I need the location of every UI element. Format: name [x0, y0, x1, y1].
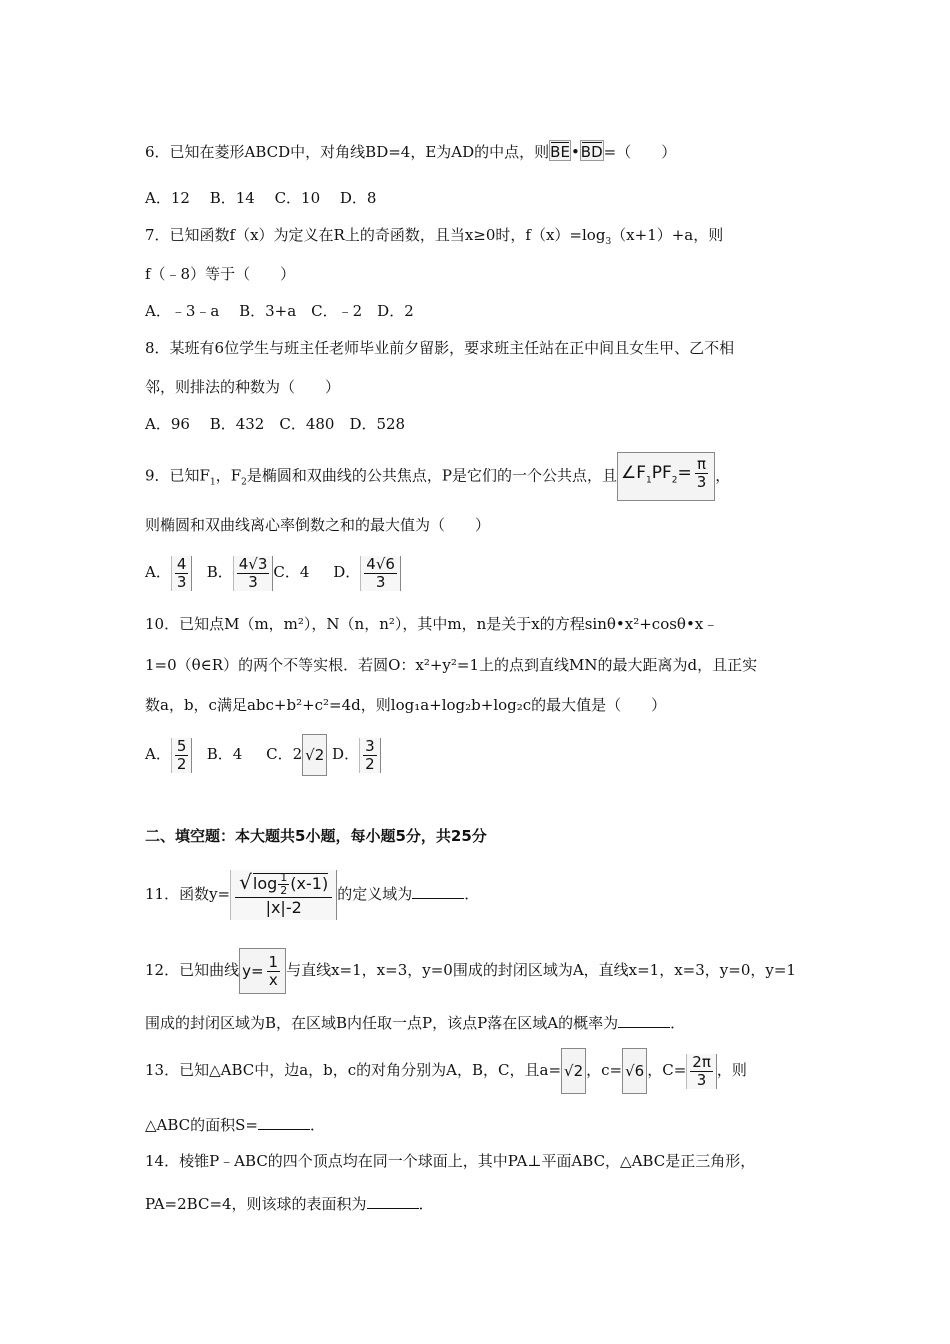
q13-mid1: ，c=: [586, 1061, 623, 1079]
question-7-line2: f（﹣8）等于（ ）: [145, 265, 296, 283]
q6-text: 6．已知在菱形ABCD中，对角线BD=4，E为AD的中点，则: [145, 143, 550, 161]
q9-opt-c: C．4: [273, 563, 310, 581]
question-11: [145, 856, 479, 932]
answer-blank: [258, 1129, 310, 1130]
q13-pre: 13．已知△ABC中，边a，b，c的对角分别为A，B，C，且a=: [145, 1061, 562, 1079]
q12-formula: [239, 948, 286, 994]
log-base-num: 1: [280, 871, 288, 884]
question-10-line3: 数a，b，c满足abc+b²+c²=4d，则log₁a+log₂b+log₂c的最大值是（ ）: [145, 696, 667, 714]
q6-tail: =（ ）: [603, 143, 677, 161]
q14-line2-text: PA=2BC=4，则该球的表面积为: [145, 1195, 367, 1213]
q9-sub2: 2: [241, 477, 247, 488]
q9-opt-a: A．: [145, 563, 171, 581]
q14-end: ．: [418, 1195, 434, 1213]
frac-den: 2: [176, 754, 187, 773]
pi-num: π: [696, 454, 707, 473]
angle-sym: ∠F: [620, 463, 646, 483]
log-base: [277, 872, 290, 897]
frac-den: 3: [248, 572, 258, 591]
frac-num: 4√3: [238, 554, 268, 573]
q9-opt-b: B．: [206, 563, 233, 581]
q8-options: A．96 B．432 C．480 D．528: [145, 415, 406, 433]
q10-options: [145, 734, 381, 776]
q7-log-base: 3: [605, 237, 612, 247]
log-arg: (x-1): [290, 874, 329, 893]
q7-options: A．﹣3﹣a B．3+a C．﹣2 D．2: [145, 302, 414, 320]
q10-opt-c: C．2: [266, 745, 303, 763]
question-6: [145, 140, 676, 162]
q13-mid2: ，C=: [647, 1061, 687, 1079]
question-12-line1: [145, 948, 796, 994]
answer-blank: [412, 898, 464, 899]
question-14-line2: [145, 1194, 434, 1214]
frac-4sqrt3-3: [233, 556, 274, 591]
log-base-den: 2: [280, 884, 288, 897]
frac-num: 1: [268, 953, 279, 971]
answer-blank: [618, 1027, 670, 1028]
q13-post: ，则: [716, 1061, 747, 1079]
frac-den: 3: [375, 572, 386, 591]
question-8-line1: 8．某班有6位学生与班主任老师毕业前夕留影，要求班主任站在正中间且女生甲、乙不相: [145, 339, 735, 357]
frac-4-3: [171, 556, 193, 591]
q9-comma: ，: [715, 466, 731, 485]
sqrt-2: √2: [302, 734, 327, 776]
sqrt-6: √6: [622, 1048, 647, 1094]
question-8-line2: 邻，则排法的种数为（ ）: [145, 378, 341, 396]
q11-post: 的定义域为: [337, 885, 413, 903]
pi-den: 3: [696, 472, 707, 491]
frac-num: 4√6: [366, 554, 395, 573]
q6-options: A．12 B．14 C．10 D．8: [145, 189, 377, 207]
frac-4sqrt6-3: [360, 556, 401, 591]
q9-text-b: ，F: [215, 466, 242, 485]
q13-line2-text: △ABC的面积S=: [145, 1116, 258, 1134]
q10-opt-b: B．4: [206, 745, 243, 763]
frac-2pi-3: [686, 1054, 717, 1089]
q11-end: ．: [464, 885, 480, 903]
frac-num: 2π: [692, 1052, 711, 1071]
vector-bd: BD: [580, 140, 604, 161]
q9-text-a: 9．已知F: [145, 466, 210, 485]
frac-3-2: [359, 738, 381, 773]
q12-y: y=: [242, 962, 264, 980]
q11-pre: 11．函数y=: [145, 885, 231, 903]
frac-5-2: [171, 738, 193, 773]
question-10-line2: 1=0（θ∈R）的两个不等实根．若圆O：x²+y²=1上的点到直线MN的最大距离为d，且正实: [145, 656, 758, 674]
frac-num: 3: [365, 736, 375, 755]
frac-den: 3: [176, 572, 187, 591]
question-12-line2: [145, 1013, 685, 1033]
question-7-line1: [145, 225, 723, 252]
frac-den: 2: [365, 754, 375, 773]
frac-1-x: [264, 954, 284, 989]
q10-opt-a: A．: [145, 745, 171, 763]
q9-options: [145, 552, 401, 592]
log-text: log: [252, 874, 278, 893]
q9-opt-d: D．: [333, 563, 361, 581]
q7-text: 7．已知函数f（x）为定义在R上的奇函数，且当x≥0时，f（x）=log: [145, 226, 606, 244]
question-13-line1: [145, 1048, 747, 1094]
angle-sub1: 1: [645, 475, 652, 486]
angle-formula: [617, 452, 715, 501]
question-9-line2: 则椭圆和双曲线离心率倒数之和的最大值为（ ）: [145, 516, 491, 534]
angle-mid: PF: [651, 463, 672, 483]
sqrt-2: √2: [561, 1048, 586, 1094]
q13-end: ．: [310, 1116, 326, 1134]
question-9-line1: [145, 452, 730, 501]
frac-num: 5: [176, 736, 187, 755]
section-heading-fill-in: 二、填空题：本大题共5小题，每小题5分，共25分: [145, 827, 487, 845]
question-10-line1: 10．已知点M（m，m²），N（n，n²），其中m，n是关于x的方程sinθ•x²+cosθ•x﹣: [145, 615, 719, 633]
angle-sub2: 2: [671, 475, 678, 486]
pi-over-3: [692, 456, 712, 491]
answer-blank: [367, 1208, 419, 1209]
q10-opt-d: D．: [332, 745, 360, 763]
q12-line2-text: 围成的封闭区域为B，在区域B内任取一点P，该点P落在区域A的概率为: [145, 1014, 619, 1032]
q12-end: ．: [670, 1014, 686, 1032]
q9-sub1: 1: [209, 477, 216, 488]
frac-num: 4: [176, 554, 187, 573]
question-14-line1: 14．棱锥P﹣ABC的四个顶点均在同一个球面上，其中PA⊥平面ABC，△ABC是正三角形，: [145, 1152, 756, 1170]
q7-text-b: （x+1）+a，则: [611, 226, 724, 244]
q12-pre: 12．已知曲线: [145, 961, 240, 979]
dot: •: [570, 143, 580, 161]
radical-sign: √: [239, 870, 252, 894]
vector-be: BE: [549, 140, 571, 161]
q11-denominator: |x|-2: [265, 898, 302, 917]
q11-formula: [230, 870, 337, 920]
q11-numerator: [235, 872, 332, 898]
question-13-line2: [145, 1115, 325, 1135]
q9-text-c: 是椭圆和双曲线的公共焦点，P是它们的一个公共点，且: [246, 466, 617, 485]
q12-post: 与直线x=1，x=3，y=0围成的封闭区域为A，直线x=1，x=3，y=0，y=1: [286, 961, 796, 979]
q11-radicand: [252, 871, 329, 897]
frac-den: x: [268, 971, 278, 989]
frac-den: 3: [696, 1070, 707, 1089]
angle-eq: =: [677, 463, 692, 483]
